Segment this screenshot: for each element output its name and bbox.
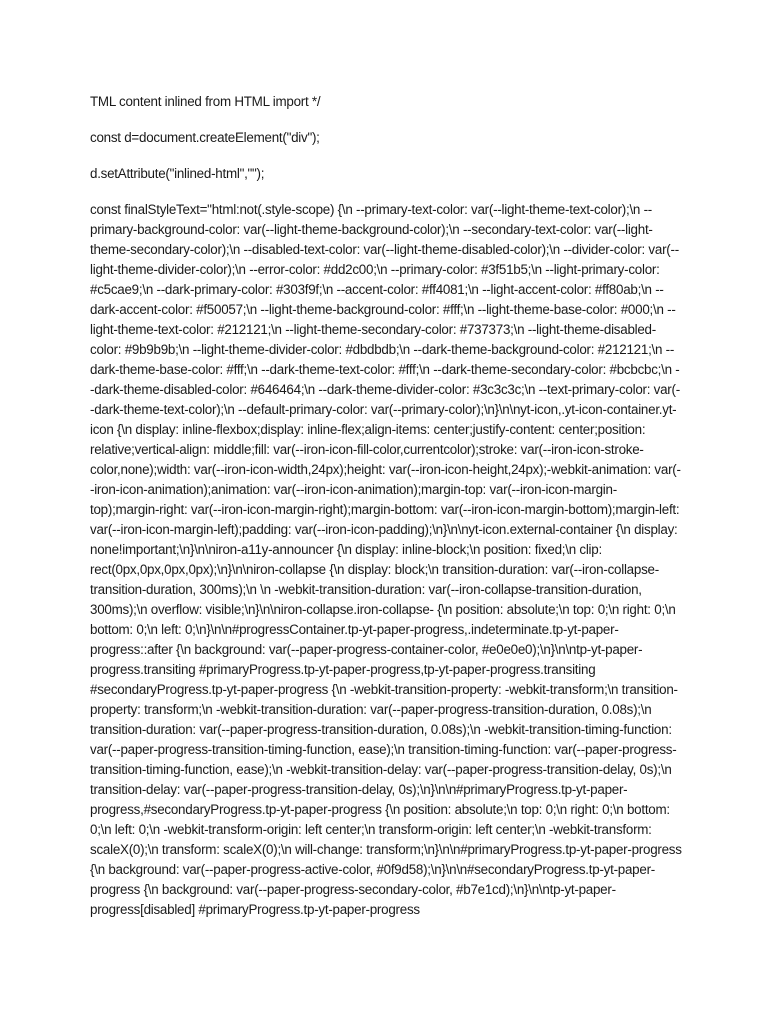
document-page — [90, 92, 682, 936]
paragraph-create-element: const d=document.createElement("div"); — [90, 130, 320, 145]
paragraph-heading-comment: TML content inlined from HTML import */ — [90, 94, 321, 109]
paragraph-final-style-text: const finalStyleText="html:not(.style-scope) {\n --primary-text-color: var(--light-theme-text-color);\n --primary-background-color: var(--light-theme-background-color);\n --secondary-text-color: var(--light-theme-secondary-color);\n --disabled-text-color: var(--light-theme-disabled-color);\n --divider-color: var(--light-theme-divider-color);\n --error-color: #dd2c00;\n --primary-color: #3f51b5;\n --light-primary-color: #c5cae9;\n --dark-primary-color: #303f9f;\n --accent-color: #ff4081;\n --light-accent-color: #ff80ab;\n --dark-accent-color: #f50057;\n --light-theme-background-color: #fff;\n --light-theme-base-color: #000;\n --light-theme-text-color: #212121;\n --light-theme-secondary-color: #737373;\n --light-theme-disabled-color: #9b9b9b;\n --light-theme-divider-color: #dbdbdb;\n --dark-theme-background-color: #212121;\n --dark-theme-base-color: #fff;\n --dark-theme-text-color: #fff;\n --dark-theme-secondary-color: #bcbcbc;\n --dark-theme-disabled-color: #646464;\n --dark-theme-divider-color: #3c3c3c;\n --text-primary-color: var(--dark-theme-text-color);\n --default-primary-color: var(--primary-color);\n}\n\nyt-icon,.yt-icon-container.yt-icon {\n display: inline-flexbox;display: inline-flex;align-items: center;justify-content: center;position: relative;vertical-align: middle;fill: var(--iron-icon-fill-color,currentcolor);stroke: var(--iron-icon-stroke-color,none);width: var(--iron-icon-width,24px);height: var(--iron-icon-height,24px);-webkit-animation: var(--iron-icon-animation);animation: var(--iron-icon-animation);margin-top: var(--iron-icon-margin-top);margin-right: var(--iron-icon-margin-right);margin-bottom: var(--iron-icon-margin-bottom);margin-left: var(--iron-icon-margin-left);padding: var(--iron-icon-padding);\n}\n\nyt-icon.external-container {\n display: none!important;\n}\n\niron-a11y-announcer {\n display: inline-block;\n position: fixed;\n clip: rect(0px,0px,0px,0px);\n}\n\niron-collapse {\n display: block;\n transition-duration: var(--iron-collapse-transition-duration, 300ms);\n \n -webkit-transition-duration: var(--iron-collapse-transition-duration, 300ms);\n overflow: visible;\n}\n\niron-collapse.iron-collapse- {\n position: absolute;\n top: 0;\n right: 0;\n bottom: 0;\n left: 0;\n}\n\n#progressContainer.tp-yt-paper-progress,.indeterminate.tp-yt-paper-progress::after {\n background: var(--paper-progress-container-color, #e0e0e0);\n}\n\ntp-yt-paper-progress.transiting #primaryProgress.tp-yt-paper-progress,tp-yt-paper-progress.transiting #secondaryProgress.tp-yt-paper-progress {\n -webkit-transition-property: -webkit-transform;\n transition-property: transform;\n -webkit-transition-duration: var(--paper-progress-transition-duration, 0.08s);\n transition-duration: var(--paper-progress-transition-duration, 0.08s);\n -webkit-transition-timing-function: var(--paper-progress-transition-timing-function, ease);\n transition-timing-function: var(--paper-progress-transition-timing-function, ease);\n -webkit-transition-delay: var(--paper-progress-transition-delay, 0s);\n transition-delay: var(--paper-progress-transition-delay, 0s);\n}\n\n#primaryProgress.tp-yt-paper-progress,#secondaryProgress.tp-yt-paper-progress {\n position: absolute;\n top: 0;\n right: 0;\n bottom: 0;\n left: 0;\n -webkit-transform-origin: left center;\n transform-origin: left center;\n -webkit-transform: scaleX(0);\n transform: scaleX(0);\n will-change: transform;\n}\n\n#primaryProgress.tp-yt-paper-progress {\n background: var(--paper-progress-active-color, #0f9d58);\n}\n\n#secondaryProgress.tp-yt-paper-progress {\n background: var(--paper-progress-secondary-color, #b7e1cd);\n}\n\ntp-yt-paper-progress[disabled] #primaryProgress.tp-yt-paper-progress — [90, 202, 682, 917]
paragraph-set-attribute: d.setAttribute("inlined-html",""); — [90, 166, 265, 181]
